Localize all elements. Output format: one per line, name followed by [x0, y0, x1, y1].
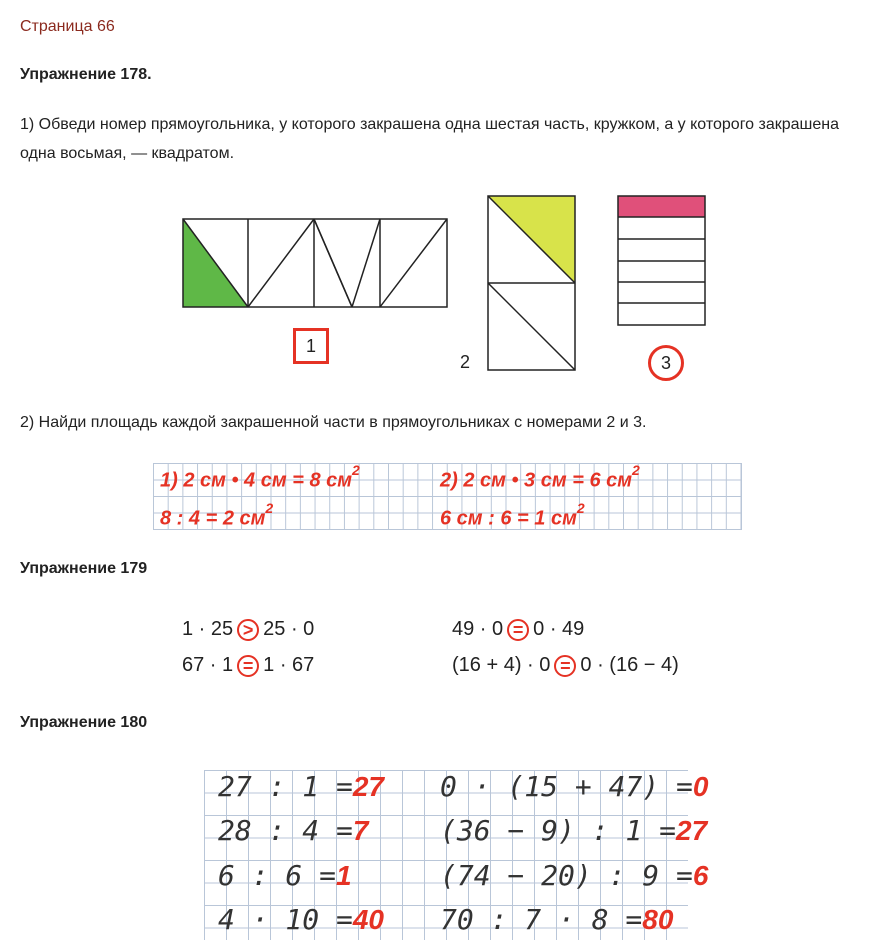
exercise-178-task-1: 1) Обведи номер прямоугольника, у которого закрашена одна шестая часть, кружком, а у которого закрашена одна восьмая, — квадратом.	[20, 116, 840, 162]
page-label: Страница 66	[20, 18, 115, 35]
answer-178-line-4: 6 см : 6 = 1 $см^2$	[440, 500, 585, 530]
division-row: 28 : 4 =7	[218, 814, 369, 847]
comparison-sign: =	[554, 655, 576, 677]
figure-1-rectangle	[182, 218, 448, 310]
exercise-178-task-2: 2) Найди площадь каждой закрашенной части в прямоугольниках с номерами 2 и 3.	[20, 414, 647, 431]
answer-178-line-2: 8 : 4 = 2 $см^2$	[160, 500, 274, 530]
division-row: (36 − 9) : 1 =27	[440, 814, 708, 847]
comparison-sign: >	[237, 619, 259, 641]
exercise-179-title: Упражнение 179	[20, 560, 148, 577]
comparison-sign: =	[237, 655, 259, 677]
division-row: 4 · 10 =40	[218, 903, 385, 936]
figure-2-rectangle	[487, 195, 577, 371]
comparison-sign: =	[507, 619, 529, 641]
division-row: 6 : 6 =1	[218, 859, 352, 892]
division-row: 27 : 1 =27	[218, 770, 385, 803]
division-row: 0 · (15 + 47) =0	[440, 770, 709, 803]
comparison-row: 1 · 25 > 25 · 0	[182, 618, 315, 640]
figure-2-number: 2	[460, 352, 471, 372]
figure-1-number-square: 1	[293, 328, 329, 364]
comparison-row: 67 · 1 = 1 · 67	[182, 654, 315, 676]
division-row: 70 : 7 · 8 =80	[440, 903, 674, 936]
figure-3-rectangle	[617, 195, 707, 327]
figure-3-number-circle: 3	[648, 345, 684, 381]
exercise-178-title: Упражнение 178.	[20, 66, 152, 83]
answer-178-line-1: 1) 2 см • 4 см = 8 $см^2$	[160, 462, 360, 492]
exercise-180-title: Упражнение 180	[20, 714, 148, 731]
figure-3-shaded-strip	[618, 196, 705, 217]
division-row: (74 − 20) : 9 =6	[440, 859, 709, 892]
comparison-row: (16 + 4) · 0 = 0 · (16 − 4)	[452, 654, 679, 676]
comparison-row: 49 · 0 = 0 · 49	[452, 618, 585, 640]
answer-178-line-3: 2) 2 см • 3 см = 6 $см^2$	[440, 462, 640, 492]
